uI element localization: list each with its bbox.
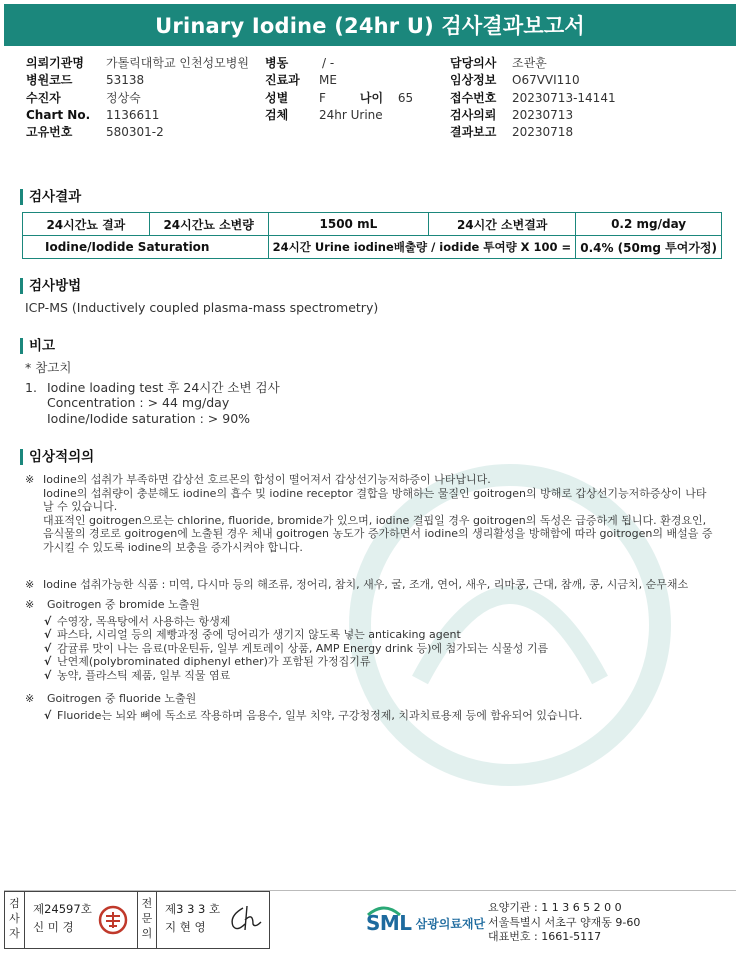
table-row bbox=[23, 213, 722, 236]
tester-info bbox=[33, 900, 92, 936]
section-title-clinical: 임상적의의 bbox=[20, 449, 94, 465]
info-row bbox=[265, 107, 413, 124]
check-icon: √ bbox=[44, 641, 52, 655]
bromide-item: 난연제(polybrominated diphenyl ether)가 포함된 가정집기류 bbox=[57, 655, 371, 668]
info-row bbox=[26, 72, 249, 89]
lab-info-line: 서울특별시 서초구 양재동 9-60 bbox=[488, 915, 641, 929]
info-value: 1136611 bbox=[106, 107, 160, 122]
info-column-2 bbox=[265, 55, 413, 124]
table-cell: 24시간뇨 소변량 bbox=[149, 213, 268, 236]
note-mark: ※ bbox=[25, 578, 35, 591]
table-cell: Iodine/Iodide Saturation bbox=[23, 236, 269, 259]
logo-korean: 삼광의료재단 bbox=[415, 916, 486, 931]
clinical-text-1: Iodine의 섭취가 부족하면 갑상선 호르몬의 합성이 떨어져서 갑상선기능저하증이 나타납니다. bbox=[43, 473, 491, 486]
check-icon: √ bbox=[44, 655, 52, 668]
note-mark: ※ bbox=[25, 692, 35, 705]
info-label: 진료과 bbox=[265, 73, 300, 88]
note-mark: ※ bbox=[25, 473, 35, 486]
info-value: / - bbox=[322, 56, 335, 70]
ref-concentration: Concentration : > 44 mg/day bbox=[47, 395, 230, 410]
info-row bbox=[26, 124, 249, 141]
table-row bbox=[23, 236, 722, 259]
tester-vertical-label bbox=[5, 892, 25, 948]
fluoride-title-row bbox=[25, 692, 725, 706]
info-row bbox=[450, 55, 616, 72]
foods-text: Iodine 섭취가능한 식품 : 미역, 다시마 등의 해조류, 정어리, 참치, 새우, 굴, 조개, 연어, 새우, 리마콩, 근대, 참깨, 콩, 시금치, 순무채소 bbox=[43, 578, 689, 591]
info-label: 병원코드 bbox=[26, 73, 73, 88]
tester-seal-icon bbox=[97, 904, 129, 936]
list-item bbox=[25, 615, 725, 629]
info-value: O67VVI110 bbox=[512, 73, 580, 88]
method-text: ICP-MS (Inductively coupled plasma-mass spectrometry) bbox=[25, 300, 379, 315]
info-value: 조관훈 bbox=[512, 56, 547, 70]
ref-item bbox=[25, 380, 280, 396]
result-table bbox=[22, 212, 722, 259]
info-value: F bbox=[319, 90, 326, 105]
info-value: 20230713 bbox=[512, 107, 574, 122]
info-row bbox=[265, 90, 413, 107]
doctor-license: 제3 3 3 호 bbox=[165, 902, 221, 916]
lab-info-line: 대표번호 : 1661-5117 bbox=[488, 930, 602, 943]
table-cell: 0.4% (50mg 투여가정) bbox=[576, 236, 722, 259]
info-row bbox=[265, 55, 413, 72]
table-cell: 1500 mL bbox=[268, 213, 429, 236]
info-label: 접수번호 bbox=[450, 90, 497, 105]
report-title: Urinary Iodine (24hr U) 검사결과보고서 bbox=[4, 4, 736, 46]
iodine-foods bbox=[25, 578, 725, 592]
info-label: 검사의뢰 bbox=[450, 107, 497, 122]
clinical-body bbox=[43, 473, 713, 554]
info-label: 의뢰기관명 bbox=[26, 56, 84, 70]
ref-saturation: Iodine/Iodide saturation : > 90% bbox=[47, 410, 251, 426]
info-value: 53138 bbox=[106, 73, 145, 88]
signature-box bbox=[4, 891, 270, 949]
table-cell: 24시간뇨 결과 bbox=[23, 213, 150, 236]
table-cell: 0.2 mg/day bbox=[576, 213, 722, 236]
info-value: ME bbox=[319, 73, 337, 88]
info-value: 20230718 bbox=[512, 125, 574, 140]
info-row bbox=[450, 124, 616, 141]
info-label: 검체 bbox=[265, 107, 289, 122]
tester-name: 신 미 경 bbox=[33, 920, 74, 934]
lab-info-line: 요양기관 : 1 1 3 6 5 2 0 0 bbox=[488, 901, 622, 914]
doctor-signature-icon bbox=[225, 902, 265, 936]
clinical-text-2: Iodine의 섭취량이 충분해도 iodine의 흡수 및 iodine receptor 결합을 방해하는 물질인 goitrogen의 방해로 갑상선기능저하증상이 나타날 수 있습니다. bbox=[43, 486, 707, 513]
clinical-paragraph bbox=[25, 473, 725, 554]
list-item bbox=[25, 628, 725, 642]
vertical-char: 사 bbox=[9, 912, 20, 925]
vertical-char: 문 bbox=[141, 912, 153, 925]
info-row bbox=[450, 72, 616, 89]
info-row bbox=[26, 107, 249, 124]
info-column-1 bbox=[26, 55, 249, 141]
logo-text: SML bbox=[366, 911, 412, 935]
ref-item-text: Iodine loading test 후 24시간 소변 검사 bbox=[47, 379, 280, 395]
info-row bbox=[265, 72, 413, 89]
bromide-section bbox=[25, 598, 725, 682]
info-value: 가톨릭대학교 인천성모병원 bbox=[106, 56, 249, 70]
info-value: 20230713-14141 bbox=[512, 90, 616, 105]
check-icon: √ bbox=[44, 668, 52, 682]
info-label: 임상정보 bbox=[450, 73, 497, 88]
info-label: Chart No. bbox=[26, 107, 91, 122]
tester-license: 제24597호 bbox=[33, 902, 92, 916]
bromide-item: 파스타, 시리얼 등의 제빵과정 중에 덩어리가 생기지 않도록 넣는 anticaking agent bbox=[57, 628, 461, 641]
age-value: 65 bbox=[397, 90, 414, 105]
fluoride-item: Fluoride는 뇌와 뼈에 독소로 작용하며 음용수, 일부 치약, 구강청정제, 치과치료용제 등에 함유되어 있습니다. bbox=[57, 708, 583, 722]
doctor-name: 지 현 영 bbox=[165, 920, 206, 934]
section-title-remarks: 비고 bbox=[20, 338, 55, 354]
vertical-char: 의 bbox=[141, 927, 153, 940]
list-item bbox=[25, 655, 725, 669]
bromide-title-row bbox=[25, 598, 725, 612]
bromide-item: 수영장, 목욕탕에서 사용하는 항생제 bbox=[57, 614, 231, 628]
table-cell: 24시간 Urine iodine배출량 / iodide 투여량 X 100 = bbox=[268, 236, 576, 259]
info-label: 수진자 bbox=[26, 90, 61, 105]
info-label: 병동 bbox=[265, 56, 289, 70]
fluoride-section bbox=[25, 692, 725, 722]
info-label: 결과보고 bbox=[450, 125, 497, 140]
vertical-char: 전 bbox=[141, 897, 153, 910]
info-label: 담당의사 bbox=[450, 56, 497, 70]
table-cell: 24시간 소변결과 bbox=[429, 213, 576, 236]
info-row bbox=[26, 90, 249, 107]
info-value: 정상숙 bbox=[106, 90, 141, 105]
list-item bbox=[25, 709, 725, 723]
doctor-info bbox=[165, 900, 220, 936]
bromide-title: Goitrogen 중 bromide 노출원 bbox=[47, 598, 200, 611]
info-row bbox=[26, 55, 249, 72]
lab-info bbox=[488, 901, 640, 945]
note-mark: ※ bbox=[25, 598, 35, 611]
check-icon: √ bbox=[44, 628, 52, 641]
check-icon: √ bbox=[44, 614, 52, 628]
bromide-item: 농약, 플라스틱 제품, 일부 직물 염료 bbox=[57, 668, 231, 682]
sml-logo bbox=[364, 901, 485, 935]
report-footer bbox=[4, 890, 736, 951]
ref-title: * 참고치 bbox=[25, 360, 72, 375]
age-label: 나이 bbox=[359, 90, 384, 105]
info-value: 580301-2 bbox=[106, 125, 164, 140]
info-row bbox=[450, 90, 616, 107]
ref-number: 1. bbox=[25, 379, 37, 395]
list-item bbox=[25, 642, 725, 656]
info-column-3 bbox=[450, 55, 616, 141]
info-value: 24hr Urine bbox=[319, 107, 383, 122]
doctor-vertical-label bbox=[137, 892, 157, 948]
fluoride-title: Goitrogen 중 fluoride 노출원 bbox=[47, 692, 197, 705]
check-icon: √ bbox=[44, 708, 52, 722]
list-item bbox=[25, 669, 725, 683]
reference-values bbox=[25, 360, 280, 426]
info-label: 고유번호 bbox=[26, 125, 73, 140]
info-label: 성별 bbox=[265, 90, 289, 105]
vertical-char: 자 bbox=[9, 927, 20, 940]
info-row bbox=[450, 107, 616, 124]
vertical-char: 검 bbox=[9, 897, 20, 910]
section-title-method: 검사방법 bbox=[20, 278, 81, 294]
section-title-result: 검사결과 bbox=[20, 189, 81, 205]
bromide-item: 감귤류 맛이 나는 음료(마운틴듀, 일부 게토레이 상품, AMP Energy drink 등)에 첨가되는 식물성 기름 bbox=[57, 641, 549, 655]
clinical-text-3: 대표적인 goitrogen으로는 chlorine, fluoride, bromide가 있으며, iodine 결핍일 경우 goitrogen의 독성은 급증하게 됩니다. 환경요인, 음식물의 경로로 goitrogen에 노출된 경우 체내 goitrogen 농도가 증가하면서 iodine의 생리활성을 방해함에 따라 goitrogen의 배설을 증가시킬 수 있도록 iodine의 보충을 증가시켜야 합니다. bbox=[43, 513, 713, 554]
